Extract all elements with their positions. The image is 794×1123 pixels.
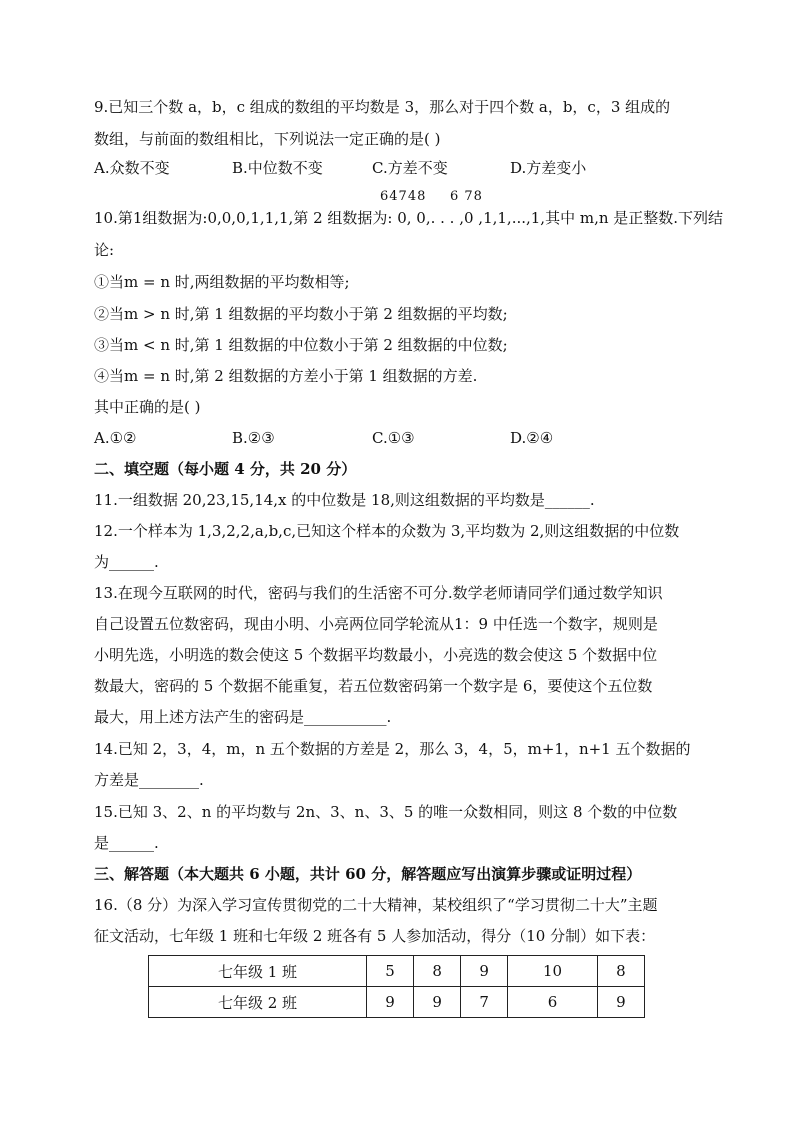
q13-line-5: 最大，用上述方法产生的密码是___________. (94, 708, 392, 726)
table-cell: 9 (367, 987, 414, 1018)
table-row-label: 七年级 1 班 (149, 956, 367, 987)
table-cell: 5 (367, 956, 414, 987)
q12-line-1: 12.一个样本为 1,3,2,2,a,b,c,已知这个样本的众数为 3,平均数为 2,则这组数据的中位数 (94, 522, 680, 540)
section-3-heading: 三、解答题（本大题共 6 小题，共计 60 分，解答题应写出演算步骤或证明过程） (94, 865, 642, 883)
q10-item-2: ②当m > n 时,第 1 组数据的平均数小于第 2 组数据的平均数; (94, 305, 508, 323)
q11: 11.一组数据 20,23,15,14,x 的中位数是 18,则这组数据的平均数是______. (94, 491, 595, 509)
table-cell: 8 (414, 956, 461, 987)
q10-option-b: B.②③ (232, 429, 275, 447)
table-cell: 9 (597, 987, 644, 1018)
q10-item-3: ③当m < n 时,第 1 组数据的中位数小于第 2 组数据的中位数; (94, 336, 508, 354)
q12-line-2: 为______. (94, 553, 159, 571)
table-cell: 8 (597, 956, 644, 987)
table-cell: 9 (414, 987, 461, 1018)
q9-option-d: D.方差变小 (510, 159, 587, 177)
section-2-heading: 二、填空题（每小题 4 分，共 20 分） (94, 460, 357, 478)
q10-line-1: 10.第1组数据为:0,0,0,1,1,1,第 2 组数据为: 0, 0,. . . ,0 ,1,1,...,1,其中 m,n 是正整数.下列结 (94, 209, 724, 227)
q9-option-a: A.众数不变 (94, 159, 170, 177)
table-cell: 6 (508, 987, 598, 1018)
q16-line-1: 16.（8 分）为深入学习宣传贯彻党的二十大精神，某校组织了“学习贯彻二十大”主题 (94, 896, 658, 914)
q9-option-c: C.方差不变 (372, 159, 448, 177)
table-row (149, 956, 645, 987)
table-row (149, 987, 645, 1018)
q10-line-2: 论: (94, 241, 115, 259)
table-cell: 7 (461, 987, 508, 1018)
q13-line-3: 小明先选，小明选的数会使这 5 个数据平均数最小，小亮选的数会使这 5 个数据中位 (94, 646, 658, 664)
scores-table (148, 955, 645, 1018)
q13-line-2: 自己设置五位数密码，现由小明、小亮两位同学轮流从1：9 中任选一个数字，规则是 (94, 615, 658, 633)
q15-line-2: 是______. (94, 834, 159, 852)
q9-line-2: 数组，与前面的数组相比，下列说法一定正确的是( ) (94, 130, 441, 148)
q10-option-a: A.①② (94, 429, 137, 447)
q9-option-b: B.中位数不变 (232, 159, 323, 177)
q10-option-c: C.①③ (372, 429, 415, 447)
q13-line-1: 13.在现今互联网的时代，密码与我们的生活密不可分.数学老师请同学们通过数学知识 (94, 584, 663, 602)
table-cell: 9 (461, 956, 508, 987)
table-cell: 10 (508, 956, 598, 987)
q15-line-1: 15.已知 3、2、n 的平均数与 2n、3、n、3、5 的唯一众数相同，则这 8 个数的中位数 (94, 803, 678, 821)
q16-line-2: 征文活动，七年级 1 班和七年级 2 班各有 5 人参加活动，得分（10 分制）如下表： (94, 927, 656, 945)
q10-item-1: ①当m = n 时,两组数据的平均数相等; (94, 273, 350, 291)
q9-line-1: 9.已知三个数 a，b，c 组成的数组的平均数是 3，那么对于四个数 a，b，c，3 组成的 (94, 98, 671, 116)
q10-item-4: ④当m = n 时,第 2 组数据的方差小于第 1 组数据的方差. (94, 367, 478, 385)
q14-line-2: 方差是________. (94, 771, 204, 789)
q10-question: 其中正确的是( ) (94, 398, 201, 416)
q10-option-d: D.②④ (510, 429, 554, 447)
q10-overbrace-n: 6 78 (450, 189, 483, 204)
q14-line-1: 14.已知 2，3，4，m，n 五个数据的方差是 2，那么 3，4，5，m+1，n+1 五个数据的 (94, 740, 691, 758)
table-row-label: 七年级 2 班 (149, 987, 367, 1018)
q10-overbrace-m: 64748 (380, 189, 427, 204)
q13-line-4: 数最大，密码的 5 个数据不能重复，若五位数密码第一个数字是 6，要使这个五位数 (94, 677, 653, 695)
